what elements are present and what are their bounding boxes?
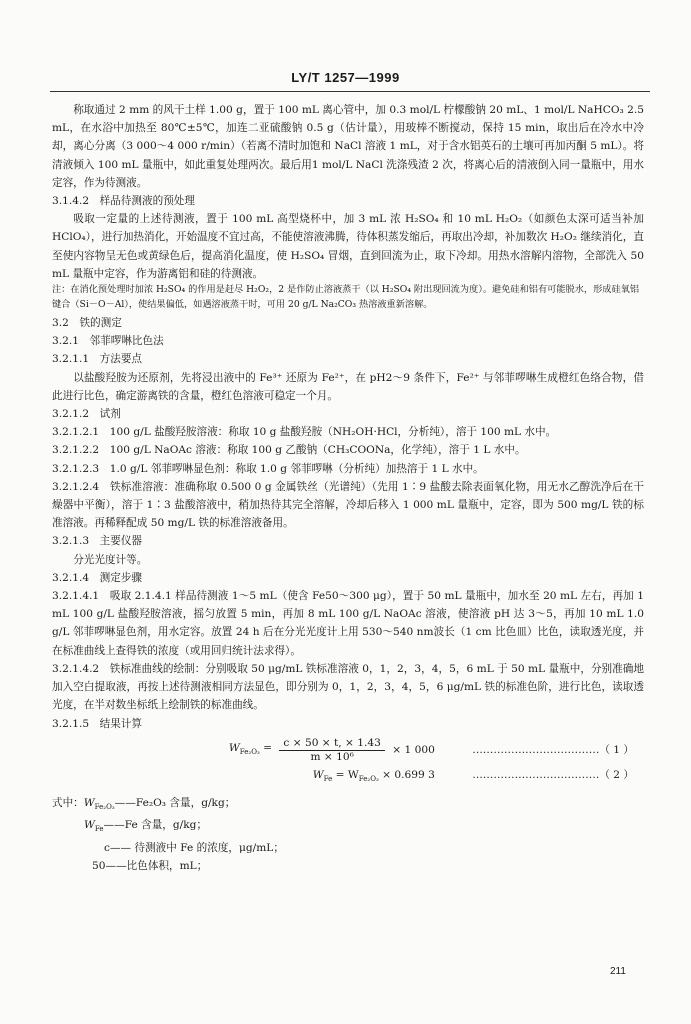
heading-3-1-4-2: 3.1.4.2 样品待测液的预处理	[52, 195, 195, 208]
symbol-definitions	[52, 794, 644, 875]
definition-fe2o3: 式中：$W_{Fe_2O_3}——Fe_2O_3$ 含量，g/kg；	[52, 797, 236, 812]
formula-1-numerator: c × 50 × t, × 1.43	[279, 737, 384, 751]
page-number: 211	[610, 966, 626, 977]
paragraph-pretreatment: 吸取一定量的上述待测液，置于 100 mL 高型烧杯中，加 3 mL 浓 H₂SO₄ 和 10 mL H₂O₂（如颜色太深可适当补加 HClO₄），进行加热消化，开始温度不宜过高，不能使溶液沸腾，待体积蒸发缩后，再取出冷却，补加数次 H₂O₂ 继续消化，直至使内容物呈无色或黄绿色后，提高消化温度，使 H₂SO₄ 冒烟，直到回流为止，取下冷却。用热水溶解内溶物，全部洗入 50 mL 量瓶中定容，作为游离铝和硅的待测液。	[52, 213, 644, 280]
formula-1-denominator: m × 10⁶	[310, 750, 354, 763]
definition-volume: 50——比色体积，mL；	[92, 859, 208, 872]
formula-2	[52, 766, 644, 788]
heading-3-2: 3.2 铁的测定	[52, 317, 122, 330]
paragraph-instruments: 分光光度计等。	[73, 553, 148, 566]
header-rule	[50, 91, 650, 92]
formula-2-number: ………………………………（ 2 ）	[472, 768, 634, 781]
reagent-iron-standard: 3.2.1.2.4 铁标准溶液：准确称取 0.500 0 g 金属铁丝（光谱纯）（先用 1∶9 盐酸去除表面氧化物，用无水乙醇洗净后在干燥器中平衡），溶于 1∶3 盐酸溶液中，稍加热待其完全溶解，冷却后移入 1 000 mL 量瓶中，定容，即为 500 mg/L 铁的标准溶液。再稀释配成 50 mg/L 铁的标准溶液备用。	[52, 480, 644, 530]
formula-1	[52, 737, 644, 764]
heading-3-2-1-2: 3.2.1.2 试剂	[52, 408, 121, 421]
formula-1-fraction	[279, 737, 384, 764]
formula-1-lhs: $W_{Fe_2O_3}$ =	[228, 742, 273, 757]
formula-2-rhs: = $W_{Fe_2O_3} \times 0.699$ 3	[335, 768, 435, 783]
note-label: 注：	[52, 284, 71, 296]
formula-2-lhs: $W_{Fe}$	[312, 768, 333, 783]
note	[52, 283, 644, 312]
formula-1-tail: × 1 000	[392, 744, 435, 757]
standard-code-header: LY/T 1257—1999	[291, 70, 400, 85]
reagent-naoac: 3.2.1.2.2 100 g/L NaOAc 溶液：称取 100 g 乙酸钠（CH₃COONa，化学纯），溶于 1 L 水中。	[52, 444, 526, 457]
definition-fe: $W_{Fe}——Fe$ 含量，g/kg；	[84, 819, 208, 834]
paragraph-method-principle: 以盐酸羟胺为还原剂，先将浸出液中的 Fe³⁺ 还原为 Fe²⁺，在 pH2～9 条件下，Fe²⁺ 与邻菲啰啉生成橙红色络合物，借此进行比色，确定游离铁的含量，橙红色溶液可稳定一个月。	[52, 371, 644, 402]
definition-concentration: c—— 待测液中 Fe 的浓度，μg/mL；	[104, 841, 284, 854]
reagent-phenanthroline: 3.2.1.2.3 1.0 g/L 邻菲啰啉显色剂：称取 1.0 g 邻菲啰啉（分析纯）加热溶于 1 L 水中。	[52, 462, 484, 475]
heading-3-2-1-1: 3.2.1.1 方法要点	[52, 353, 143, 366]
step-3-2-1-4-1: 3.2.1.4.1 吸取 2.1.4.1 样品待测液 1～5 mL（使含 Fe50～300 μg），置于 50 mL 量瓶中，加水至 20 mL 左右，再加 1 mL 100 g/L 盐酸羟胺溶液，摇匀放置 5 min，再加 8 mL 100 g/L NaOAc 溶液，使溶液 pH 达 3～5，再加 10 mL 1.0 g/L 邻菲啰啉显色剂，用水定容。放置 24 h 后在分光光度计上用 530～540 nm波长（1 cm 比色皿）比色，读取透光度，并在标准曲线上查得铁的浓度（或用回归统计法求得）。	[52, 590, 644, 657]
note-text: 在消化预处理时加浓 H₂SO₄ 的作用是赶尽 H₂O₂，2 是作防止溶液蒸干（以 H₂SO₄ 附出现回流为度）。避免硅和铝有可能脱水，形成硅氧铝键合（Si－O－Al），使结果偏低，如遇溶液蒸干时，可用 20 g/L Na₂CO₃ 热溶液重新溶解。	[52, 284, 640, 310]
heading-3-2-1-5: 3.2.1.5 结果计算	[52, 717, 143, 730]
heading-3-2-1-4: 3.2.1.4 测定步骤	[52, 571, 143, 584]
document-body	[52, 101, 644, 875]
formula-1-number: ………………………………（ 1 ）	[472, 744, 634, 757]
heading-3-2-1: 3.2.1 邻菲啰啉比色法	[52, 335, 164, 348]
step-3-2-1-4-2: 3.2.1.4.2 铁标准曲线的绘制：分别吸取 50 μg/mL 铁标准溶液 0，1，2，3，4，5，6 mL 于 50 mL 量瓶中，分别准确地加入空白提取液，再按上述待测液相同方法显色，即分别为 0，1，2，3，4，5，6 μg/mL 铁的标准色阶，进行比色，读取透光度，在半对数坐标纸上绘制铁的标准曲线。	[52, 662, 644, 712]
paragraph-extraction: 称取通过 2 mm 的风干土样 1.00 g，置于 100 mL 离心管中，加 0.3 mol/L 柠檬酸钠 20 mL、1 mol/L NaHCO₃ 2.5 mL，在水浴中加热至 80℃±5℃，加连二亚硫酸钠 0.5 g（估计量），用玻棒不断搅动，保持 15 min，取出后在冷水中冷却，离心分离（3 000～4 000 r/min）（若离不清时加饱和 NaCl 溶液 1 mL，对于含水铝英石的土壤可再加丙酮 5 mL）。将清液倾入 100 mL 量瓶中，如此重复处理两次。最后用1 mol/L NaCl 洗涤残渣 2 次，将离心后的清液倒入同一量瓶中，用水定容，作为待测液。	[52, 104, 644, 189]
heading-3-2-1-3: 3.2.1.3 主要仪器	[52, 535, 143, 548]
reagent-hydroxylamine: 3.2.1.2.1 100 g/L 盐酸羟胺溶液：称取 10 g 盐酸羟胺（NH₂OH·HCl，分析纯），溶于 100 mL 水中。	[52, 426, 557, 439]
